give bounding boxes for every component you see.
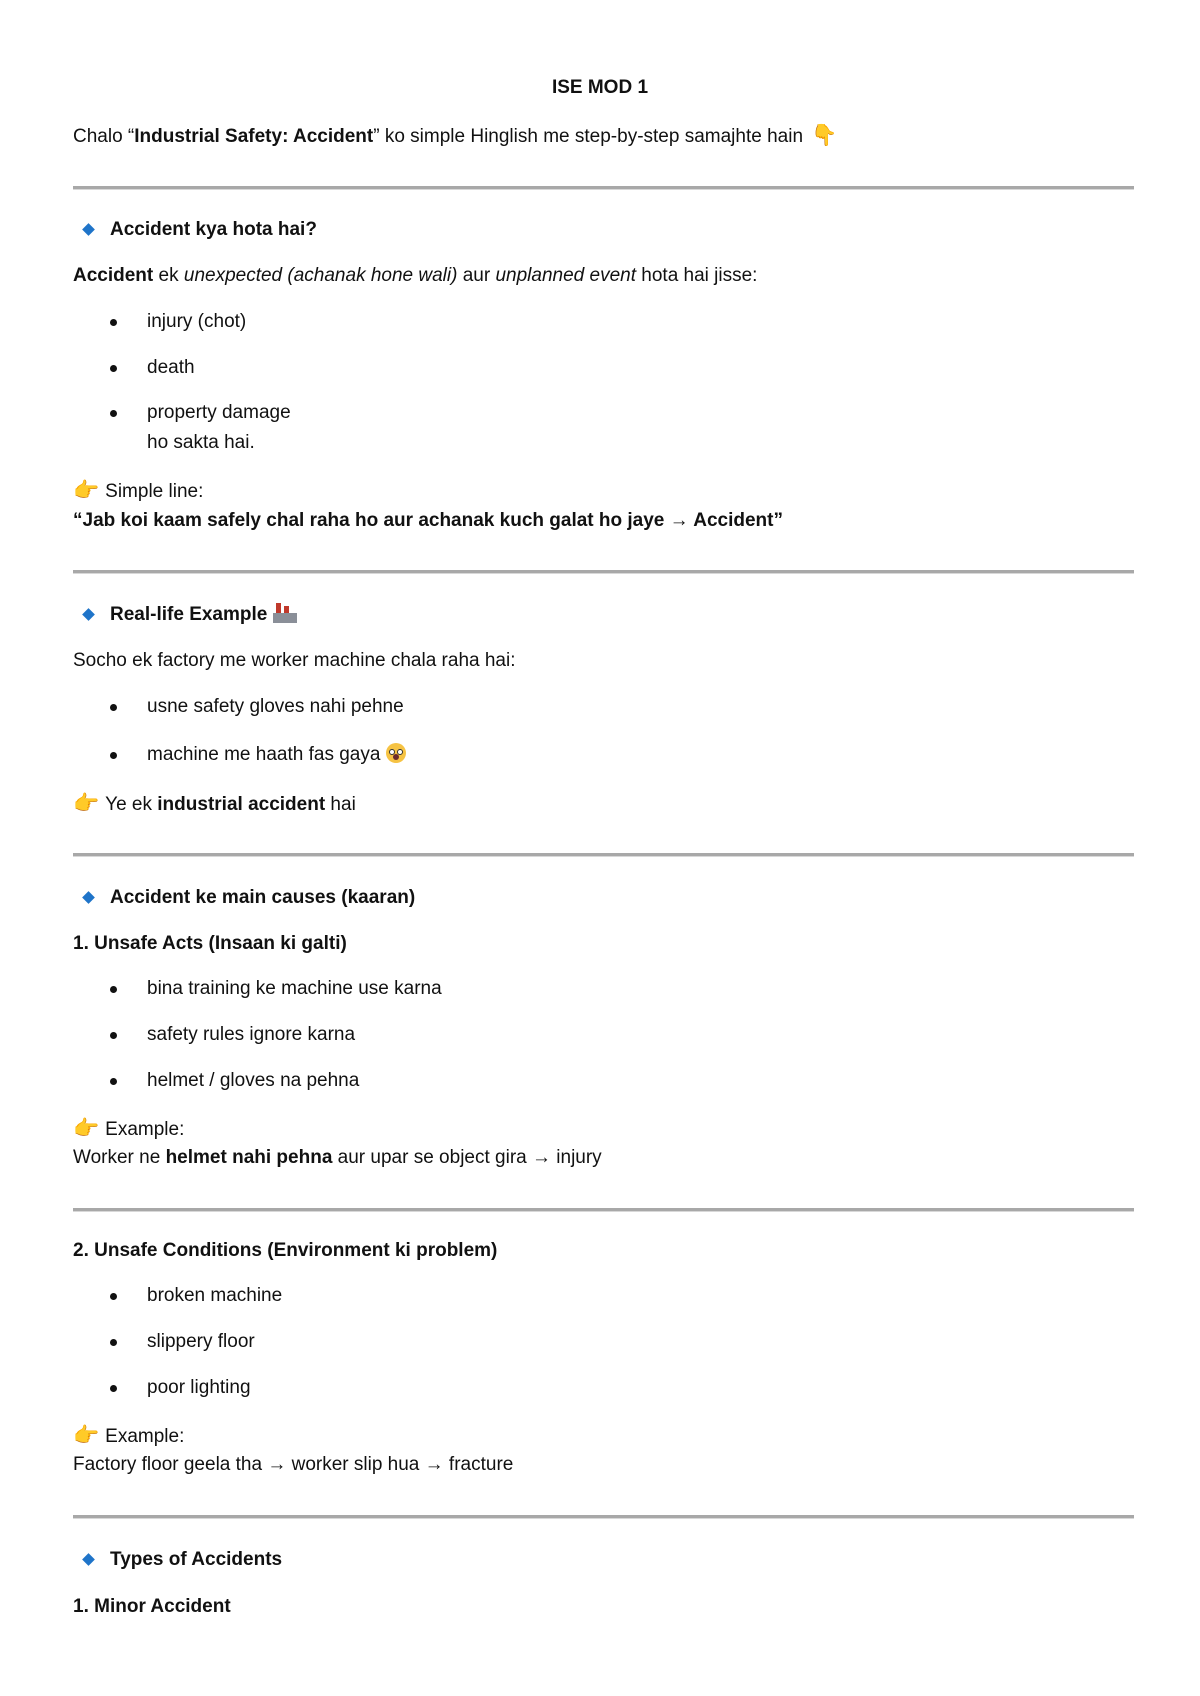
section-heading-accident: Accident kya hota hai? [110, 219, 317, 240]
summary-bold: industrial accident [157, 794, 326, 815]
section-heading-types: Types of Accidents [110, 1549, 283, 1570]
list-item: death [147, 357, 195, 378]
quote-post: Accident” [688, 510, 783, 531]
bullet [110, 1339, 117, 1346]
divider [73, 570, 1134, 574]
bullet [110, 1032, 117, 1039]
simple-label-text: Simple line: [105, 481, 204, 502]
intro-bold: Industrial Safety: Accident [134, 126, 374, 147]
pointing-hand-icon: 👉 [73, 1117, 100, 1140]
pointing-hand-icon: 👉 [73, 792, 100, 815]
bullet [110, 1293, 117, 1300]
list-item-text: machine me haath fas gaya [147, 744, 381, 765]
subheading-minor-accident: 1. Minor Accident [73, 1596, 231, 1617]
list-item: property damage [147, 402, 291, 423]
list-item: broken machine [147, 1285, 283, 1306]
def-bold: Accident [73, 265, 154, 286]
document-title: ISE MOD 1 [551, 77, 649, 98]
divider [73, 186, 1134, 190]
def-italic2: unplanned event [495, 265, 636, 286]
pointing-down-icon: 👇 [811, 124, 838, 147]
pointing-hand-icon: 👉 [73, 479, 100, 502]
bullet [110, 365, 117, 372]
diamond-icon [82, 608, 95, 621]
subheading-unsafe-acts: 1. Unsafe Acts (Insaan ki galti) [73, 933, 347, 954]
fearful-face-icon [386, 743, 406, 763]
def-end: hota hai jisse: [636, 265, 758, 286]
summary-post: hai [325, 794, 356, 815]
list-continuation: ho sakta hai. [147, 432, 255, 453]
section-heading-causes: Accident ke main causes (kaaran) [110, 887, 416, 908]
factory-icon [273, 603, 297, 623]
subheading-unsafe-conditions: 2. Unsafe Conditions (Environment ki problem) [73, 1240, 498, 1261]
definition-line [73, 264, 757, 288]
quote-pre: “Jab koi kaam safely chal raha ho aur achanak kuch galat ho jaye [73, 510, 670, 531]
bullet [110, 1385, 117, 1392]
def-mid2: aur [457, 265, 496, 286]
list-item: usne safety gloves nahi pehne [147, 696, 404, 717]
bullet [110, 986, 117, 993]
list-item: injury (chot) [147, 311, 247, 332]
list-item [147, 743, 406, 767]
list-item: poor lighting [147, 1377, 251, 1398]
example-label [73, 1116, 184, 1142]
list-item: slippery floor [147, 1331, 255, 1352]
divider [73, 1208, 1134, 1212]
example-text: Socho ek factory me worker machine chala raha hai: [73, 650, 516, 671]
bullet [110, 319, 117, 326]
bullet [110, 752, 117, 759]
ex-post: aur upar se object gira → injury [332, 1147, 602, 1168]
summary-line [73, 791, 356, 817]
intro-pre: Chalo “ [73, 126, 135, 147]
list-item: helmet / gloves na pehna [147, 1070, 360, 1091]
section-heading-example [110, 603, 297, 627]
list-item: bina training ke machine use karna [147, 978, 442, 999]
heading-text: Real-life Example [110, 604, 268, 625]
diamond-icon [82, 1553, 95, 1566]
pointing-hand-icon: 👉 [73, 1424, 100, 1447]
ex-bold: helmet nahi pehna [165, 1147, 333, 1168]
ex-pre: Worker ne [73, 1147, 166, 1168]
summary-pre: Ye ek [105, 794, 158, 815]
intro-post: ” ko simple Hinglish me step-by-step samajhte hain [373, 126, 804, 147]
bullet [110, 704, 117, 711]
example-label-text: Example: [105, 1119, 185, 1140]
example-line [73, 1146, 602, 1170]
simple-line-quote [73, 509, 783, 533]
example-line: Factory floor geela tha → worker slip hua → fracture [73, 1454, 514, 1475]
diamond-icon [82, 223, 95, 236]
bullet [110, 1078, 117, 1085]
def-italic1: unexpected (achanak hone wali) [183, 265, 458, 286]
list-item: safety rules ignore karna [147, 1024, 356, 1045]
def-mid1: ek [153, 265, 184, 286]
bullet [110, 410, 117, 417]
example-label [73, 1423, 184, 1449]
intro-line [73, 123, 843, 149]
arrow-icon: → [669, 510, 689, 531]
divider [73, 1515, 1134, 1519]
diamond-icon [82, 891, 95, 904]
divider [73, 853, 1134, 857]
example-label-text: Example: [105, 1426, 185, 1447]
simple-line-label [73, 478, 203, 504]
